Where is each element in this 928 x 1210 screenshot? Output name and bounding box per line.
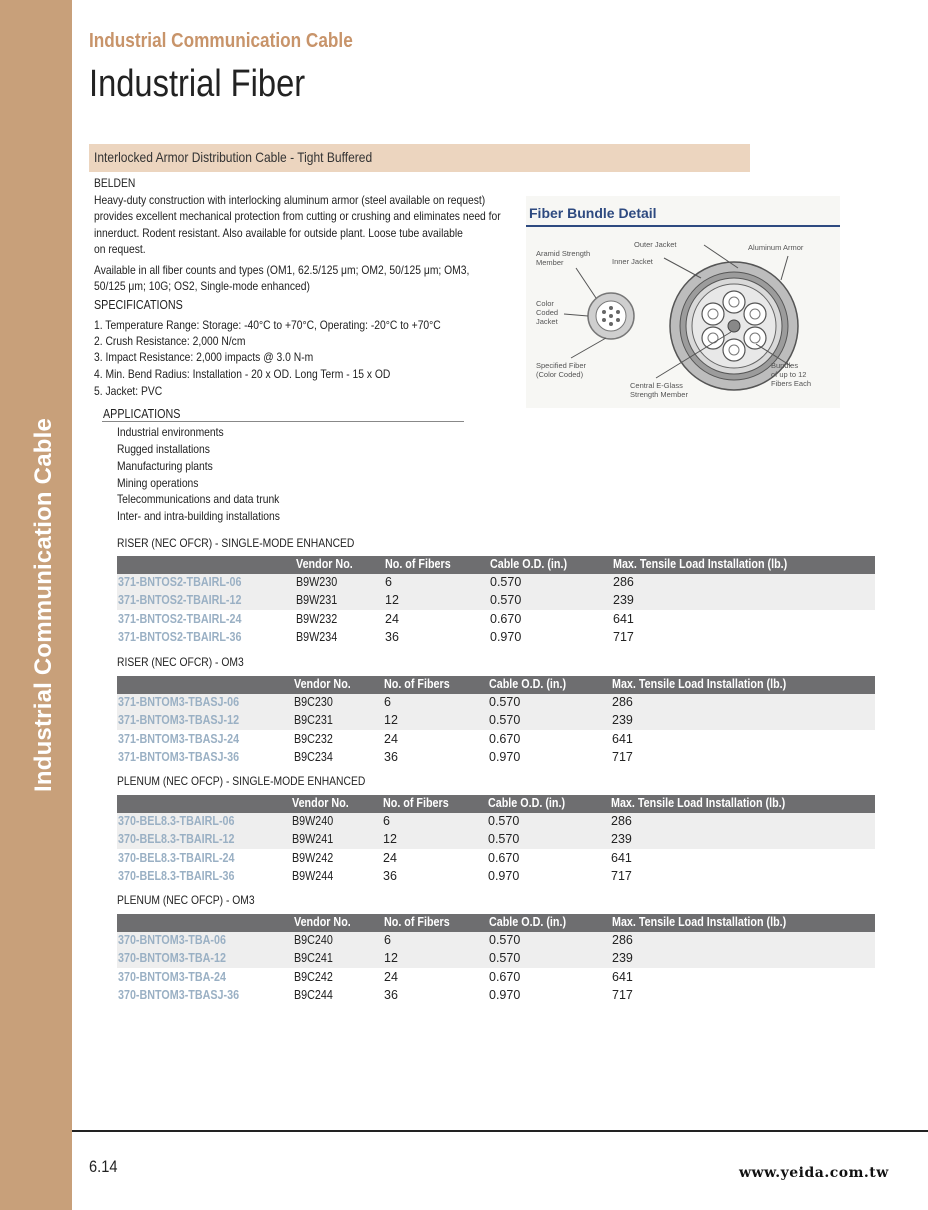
part-number: 371-BNTOM3-TBASJ-12 (118, 713, 240, 727)
application-item: Mining operations (117, 476, 199, 490)
part-number: 370-BEL8.3-TBAIRL-36 (118, 869, 235, 883)
category-title: Industrial Communication Cable (89, 30, 353, 52)
table-row (117, 749, 875, 767)
label-central-eglass: Strength Member (630, 390, 688, 399)
figure-title: Fiber Bundle Detail (529, 205, 657, 221)
column-header: Max. Tensile Load Installation (lb.) (612, 915, 787, 929)
vendor-no: B9W241 (292, 832, 334, 846)
table-title: RISER (NEC OFCR) - SINGLE-MODE ENHANCED (117, 536, 355, 550)
vendor-no: B9W244 (292, 869, 334, 883)
fiber-count: 6 (385, 575, 392, 589)
table-header (117, 676, 875, 694)
table-header (117, 914, 875, 932)
availability-line: Available in all fiber counts and types (OM1, 62.5/125 μm; OM2, 50/125 μm; OM3, (94, 263, 470, 277)
fiber-count: 12 (383, 832, 397, 846)
tensile-load: 717 (612, 988, 633, 1002)
applications-divider (102, 421, 464, 422)
table-row (117, 629, 875, 647)
description-line: Heavy-duty construction with interlocking aluminum armor (steel available on request) (94, 193, 486, 207)
vendor-no: B9C230 (294, 695, 333, 709)
cable-od: 0.970 (489, 988, 521, 1002)
page-title: Industrial Fiber (89, 63, 306, 105)
applications-heading: APPLICATIONS (103, 407, 181, 421)
table-row (117, 712, 875, 730)
vendor-no: B9W231 (296, 593, 338, 607)
fiber-count: 36 (384, 750, 398, 764)
cable-od: 0.570 (489, 695, 521, 709)
label-aramid: Member (536, 258, 564, 267)
cable-od: 0.670 (488, 851, 520, 865)
cable-od: 0.670 (490, 612, 522, 626)
fiber-count: 6 (383, 814, 390, 828)
vendor-no: B9C232 (294, 732, 333, 746)
label-aramid: Aramid Strength (536, 249, 591, 258)
table-title: PLENUM (NEC OFCP) - OM3 (117, 893, 255, 907)
tensile-load: 286 (612, 695, 633, 709)
fiber-count: 24 (385, 612, 399, 626)
column-header: Cable O.D. (in.) (489, 677, 567, 691)
cable-od: 0.570 (488, 832, 520, 846)
table-row (117, 987, 875, 1005)
vendor-no: B9W240 (292, 814, 334, 828)
part-number: 370-BNTOM3-TBASJ-36 (118, 988, 240, 1002)
column-header: Vendor No. (294, 915, 351, 929)
cable-od: 0.670 (489, 970, 521, 984)
part-number: 371-BNTOS2-TBAIRL-06 (118, 575, 242, 589)
part-number: 370-BEL8.3-TBAIRL-12 (118, 832, 235, 846)
fiber-count: 24 (383, 851, 397, 865)
part-number: 371-BNTOS2-TBAIRL-36 (118, 630, 242, 644)
vendor-no: B9C244 (294, 988, 333, 1002)
section-header (89, 144, 750, 172)
column-header: No. of Fibers (385, 557, 451, 571)
table-row (117, 850, 875, 868)
table-row (117, 950, 875, 968)
application-item: Rugged installations (117, 442, 210, 456)
part-number: 370-BNTOM3-TBA-12 (118, 951, 226, 965)
fiber-count: 24 (384, 732, 398, 746)
vendor-no: B9C240 (294, 933, 333, 947)
spec-item: 3. Impact Resistance: 2,000 impacts @ 3.0 N-m (94, 350, 314, 364)
part-number: 370-BNTOM3-TBA-06 (118, 933, 226, 947)
table-row (117, 969, 875, 987)
vendor-no: B9C231 (294, 713, 333, 727)
fiber-count: 6 (384, 933, 391, 947)
cable-od: 0.570 (490, 593, 522, 607)
spec-item: 1. Temperature Range: Storage: -40°C to +70°C, Operating: -20°C to +70°C (94, 318, 441, 332)
tensile-load: 717 (611, 869, 632, 883)
column-header: Vendor No. (292, 796, 349, 810)
table-row (117, 611, 875, 629)
column-header: No. of Fibers (384, 915, 450, 929)
tensile-load: 641 (611, 851, 632, 865)
vendor-no: B9C242 (294, 970, 333, 984)
description-line: on request. (94, 242, 146, 256)
table-title: RISER (NEC OFCR) - OM3 (117, 655, 244, 669)
tensile-load: 239 (612, 713, 633, 727)
brand-label: BELDEN (94, 176, 136, 190)
fiber-count: 36 (385, 630, 399, 644)
label-outer-jacket: Outer Jacket (634, 240, 677, 249)
fiber-count: 12 (385, 593, 399, 607)
vendor-no: B9W230 (296, 575, 338, 589)
sidebar (0, 0, 72, 1210)
table-header (117, 795, 875, 813)
fiber-count: 24 (384, 970, 398, 984)
cable-od: 0.570 (490, 575, 522, 589)
table-row (117, 574, 875, 592)
column-header: Max. Tensile Load Installation (lb.) (613, 557, 788, 571)
table-row (117, 813, 875, 831)
table-header (117, 556, 875, 574)
part-number: 371-BNTOM3-TBASJ-24 (118, 732, 240, 746)
tensile-load: 641 (613, 612, 634, 626)
bundle-closeup (588, 293, 634, 339)
part-number: 370-BEL8.3-TBAIRL-06 (118, 814, 235, 828)
table-row (117, 868, 875, 886)
fiber-count: 36 (384, 988, 398, 1002)
application-item: Telecommunications and data trunk (117, 492, 280, 506)
tensile-load: 286 (612, 933, 633, 947)
spec-item: 2. Crush Resistance: 2,000 N/cm (94, 334, 246, 348)
label-specified-fiber: Specified Fiber (536, 361, 587, 370)
availability-line: 50/125 μm; 10G; OS2, Single-mode enhanced) (94, 279, 310, 293)
fiber-count: 12 (384, 951, 398, 965)
cable-od: 0.570 (488, 814, 520, 828)
application-item: Industrial environments (117, 425, 224, 439)
label-central-eglass: Central E-Glass (630, 381, 683, 390)
tensile-load: 239 (611, 832, 632, 846)
cable-od: 0.970 (490, 630, 522, 644)
part-number: 370-BNTOM3-TBA-24 (118, 970, 226, 984)
website-link[interactable]: www.yeida.com.tw (739, 1165, 889, 1181)
table-row (117, 932, 875, 950)
column-header: Vendor No. (294, 677, 351, 691)
vendor-no: B9W232 (296, 612, 338, 626)
application-item: Inter- and intra-building installations (117, 509, 280, 523)
column-header: Cable O.D. (in.) (488, 796, 566, 810)
table-row (117, 831, 875, 849)
column-header: No. of Fibers (383, 796, 449, 810)
column-header: Vendor No. (296, 557, 353, 571)
column-header: No. of Fibers (384, 677, 450, 691)
label-aluminum-armor: Aluminum Armor (748, 243, 804, 252)
footer-divider (72, 1130, 928, 1132)
column-header: Cable O.D. (in.) (490, 557, 568, 571)
application-item: Manufacturing plants (117, 459, 213, 473)
cable-od: 0.570 (489, 951, 521, 965)
column-header: Max. Tensile Load Installation (lb.) (611, 796, 786, 810)
part-number: 371-BNTOS2-TBAIRL-12 (118, 593, 242, 607)
fiber-count: 36 (383, 869, 397, 883)
tensile-load: 717 (612, 750, 633, 764)
tensile-load: 641 (612, 970, 633, 984)
fiber-bundle-figure (526, 196, 840, 408)
column-header: Cable O.D. (in.) (489, 915, 567, 929)
cable-od: 0.670 (489, 732, 521, 746)
label-inner-jacket: Inner Jacket (612, 257, 653, 266)
sidebar-label: Industrial Communication Cable (30, 417, 57, 793)
tensile-load: 286 (611, 814, 632, 828)
vendor-no: B9W234 (296, 630, 338, 644)
table-row (117, 694, 875, 712)
tensile-load: 717 (613, 630, 634, 644)
cable-od: 0.970 (488, 869, 520, 883)
tensile-load: 239 (612, 951, 633, 965)
part-number: 371-BNTOM3-TBASJ-06 (118, 695, 240, 709)
cable-od: 0.570 (489, 713, 521, 727)
description-line: provides excellent mechanical protection from cutting or crushing and eliminates need for (94, 209, 501, 223)
specifications-heading: SPECIFICATIONS (94, 298, 183, 312)
vendor-no: B9C241 (294, 951, 333, 965)
fiber-count: 12 (384, 713, 398, 727)
column-header: Max. Tensile Load Installation (lb.) (612, 677, 787, 691)
cable-od: 0.570 (489, 933, 521, 947)
tensile-load: 239 (613, 593, 634, 607)
table-row (117, 731, 875, 749)
tensile-load: 286 (613, 575, 634, 589)
label-bundles: Fibers Each (771, 379, 812, 388)
part-number: 371-BNTOS2-TBAIRL-24 (118, 612, 242, 626)
label-color-coded-jacket: Coded (536, 308, 559, 317)
spec-item: 5. Jacket: PVC (94, 384, 163, 398)
tensile-load: 641 (612, 732, 633, 746)
label-color-coded-jacket: Jacket (536, 317, 558, 326)
table-title: PLENUM (NEC OFCP) - SINGLE-MODE ENHANCED (117, 774, 366, 788)
fiber-count: 6 (384, 695, 391, 709)
label-color-coded-jacket: Color (536, 299, 554, 308)
vendor-no: B9C234 (294, 750, 333, 764)
label-bundles: of up to 12 (771, 370, 807, 379)
vendor-no: B9W242 (292, 851, 334, 865)
page-number: 6.14 (89, 1157, 118, 1176)
spec-item: 4. Min. Bend Radius: Installation - 20 x OD. Long Term - 15 x OD (94, 367, 391, 381)
cable-od: 0.970 (489, 750, 521, 764)
description-line: innerduct. Rodent resistant. Also available for outside plant. Loose tube available (94, 226, 463, 240)
section-title: Interlocked Armor Distribution Cable - Tight Buffered (94, 149, 373, 165)
label-bundles: Bundles (771, 361, 799, 370)
part-number: 371-BNTOM3-TBASJ-36 (118, 750, 240, 764)
part-number: 370-BEL8.3-TBAIRL-24 (118, 851, 235, 865)
label-specified-fiber: (Color Coded) (536, 370, 584, 379)
table-row (117, 592, 875, 610)
